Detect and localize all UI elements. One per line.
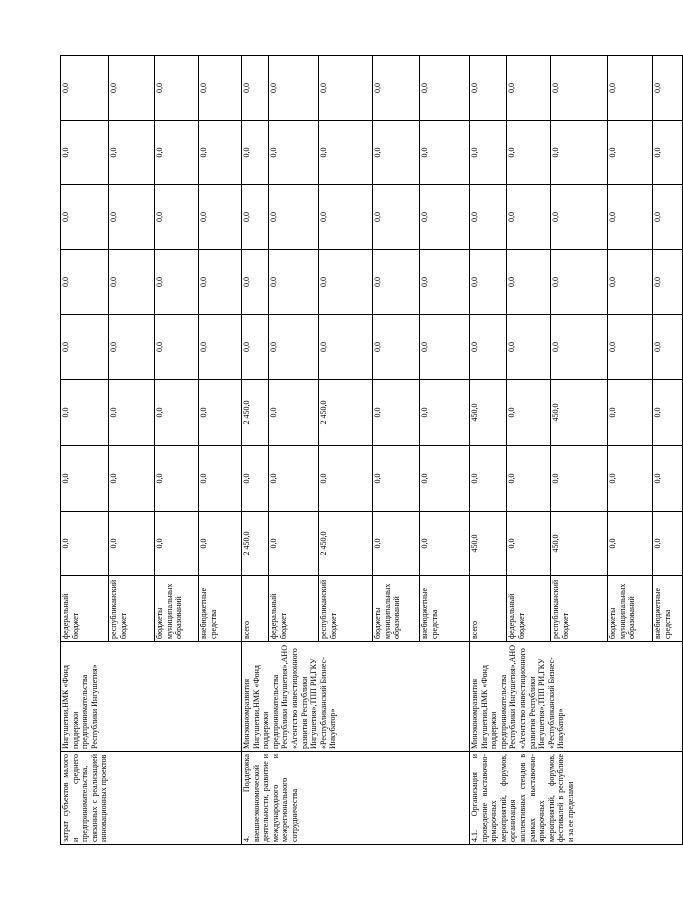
amount-cell: 0,0 (653, 121, 683, 185)
funding-source-cell: внебюджетные средства (653, 576, 683, 642)
funding-source-cell: республиканский бюджет (551, 576, 608, 642)
funding-source-cell: бюджеты муниципальных образований (373, 576, 420, 642)
amount-cell: 0,0 (199, 446, 242, 512)
amount-cell: 0,0 (420, 121, 470, 185)
amount-cell: 0,0 (420, 446, 470, 512)
amount-cell: 0,0 (269, 446, 319, 512)
funding-source-cell: федеральный бюджет (507, 576, 551, 642)
amount-cell: 0,0 (373, 380, 420, 446)
funding-source-cell: федеральный бюджет (269, 576, 319, 642)
amount-cell: 0,0 (155, 512, 199, 576)
amount-cell: 0,0 (507, 185, 551, 250)
amount-cell: 0,0 (199, 121, 242, 185)
amount-cell: 450,0 (470, 380, 507, 446)
amount-cell: 0,0 (653, 250, 683, 315)
funding-source-cell: внебюджетные средства (420, 576, 470, 642)
amount-cell: 0,0 (242, 315, 269, 380)
amount-cell: 0,0 (653, 512, 683, 576)
amount-cell: 2 450,0 (242, 512, 269, 576)
table-row (470, 56, 507, 845)
amount-cell: 0,0 (373, 250, 420, 315)
activity-name-cell: затрат субъектов малого и среднего предпринимательства, связанных с реализацией инновационных проектов (61, 752, 242, 845)
amount-cell: 0,0 (155, 380, 199, 446)
table-row (242, 56, 269, 845)
amount-cell: 0,0 (608, 185, 653, 250)
amount-cell: 0,0 (420, 380, 470, 446)
amount-cell: 0,0 (653, 315, 683, 380)
amount-cell: 0,0 (269, 121, 319, 185)
amount-cell: 0,0 (109, 185, 155, 250)
amount-cell: 0,0 (653, 56, 683, 121)
amount-cell: 0,0 (242, 121, 269, 185)
amount-cell: 0,0 (653, 185, 683, 250)
amount-cell: 0,0 (373, 56, 420, 121)
amount-cell: 0,0 (608, 250, 653, 315)
amount-cell: 0,0 (470, 56, 507, 121)
amount-cell: 0,0 (242, 185, 269, 250)
amount-cell: 0,0 (199, 185, 242, 250)
table-row (61, 56, 109, 845)
amount-cell: 450,0 (470, 512, 507, 576)
amount-cell: 0,0 (109, 56, 155, 121)
amount-cell: 0,0 (470, 315, 507, 380)
amount-cell: 0,0 (507, 56, 551, 121)
amount-cell: 0,0 (608, 315, 653, 380)
amount-cell: 0,0 (420, 315, 470, 380)
funding-source-cell: всего (470, 576, 507, 642)
amount-cell: 0,0 (470, 250, 507, 315)
amount-cell: 0,0 (373, 121, 420, 185)
amount-cell: 0,0 (319, 121, 373, 185)
amount-cell: 0,0 (109, 250, 155, 315)
funding-source-cell: внебюджетные средства (199, 576, 242, 642)
amount-cell: 0,0 (242, 250, 269, 315)
amount-cell: 0,0 (242, 56, 269, 121)
amount-cell: 0,0 (551, 250, 608, 315)
amount-cell: 0,0 (199, 250, 242, 315)
amount-cell: 2 450,0 (319, 512, 373, 576)
amount-cell: 0,0 (551, 56, 608, 121)
amount-cell: 0,0 (61, 446, 109, 512)
amount-cell: 0,0 (608, 380, 653, 446)
amount-cell: 0,0 (420, 512, 470, 576)
amount-cell: 0,0 (420, 56, 470, 121)
amount-cell: 0,0 (61, 185, 109, 250)
amount-cell: 0,0 (61, 512, 109, 576)
funding-source-cell: федеральный бюджет (61, 576, 109, 642)
amount-cell: 0,0 (470, 446, 507, 512)
amount-cell: 0,0 (269, 185, 319, 250)
amount-cell: 0,0 (61, 121, 109, 185)
amount-cell: 0,0 (507, 512, 551, 576)
amount-cell: 0,0 (199, 512, 242, 576)
amount-cell: 0,0 (551, 121, 608, 185)
budget-table (60, 55, 683, 845)
amount-cell: 0,0 (61, 56, 109, 121)
funding-source-cell: республиканский бюджет (319, 576, 373, 642)
amount-cell: 0,0 (420, 185, 470, 250)
amount-cell: 0,0 (470, 121, 507, 185)
funding-source-cell: республиканский бюджет (109, 576, 155, 642)
amount-cell: 0,0 (551, 185, 608, 250)
amount-cell: 0,0 (109, 315, 155, 380)
amount-cell: 0,0 (653, 380, 683, 446)
executor-cell: Минэкономразвития Ингушетии,НМК «Фонд поддержки предпринимательства Республики Ингушетия»,АНО «Агентство инвестиционного развития Республики Ингушетия»,ТПП РИ,ГКУ «Республиканский Бизнес-Инкубатор» (470, 642, 683, 752)
amount-cell: 0,0 (155, 121, 199, 185)
amount-cell: 2 450,0 (319, 380, 373, 446)
amount-cell: 0,0 (155, 446, 199, 512)
amount-cell: 0,0 (319, 250, 373, 315)
amount-cell: 0,0 (507, 446, 551, 512)
funding-source-cell: всего (242, 576, 269, 642)
amount-cell: 0,0 (199, 56, 242, 121)
amount-cell: 0,0 (109, 380, 155, 446)
amount-cell: 0,0 (269, 380, 319, 446)
amount-cell: 0,0 (319, 185, 373, 250)
amount-cell: 0,0 (373, 185, 420, 250)
amount-cell: 0,0 (507, 380, 551, 446)
amount-cell: 0,0 (507, 250, 551, 315)
amount-cell: 0,0 (199, 380, 242, 446)
amount-cell: 0,0 (608, 512, 653, 576)
amount-cell: 0,0 (373, 446, 420, 512)
amount-cell: 0,0 (155, 315, 199, 380)
amount-cell: 0,0 (109, 446, 155, 512)
amount-cell: 0,0 (155, 56, 199, 121)
amount-cell: 0,0 (319, 56, 373, 121)
activity-name-cell: 4. Поддержка внешнеэкономической деятельности, развитие и международного и межрегионального сотрудничества (242, 752, 470, 845)
amount-cell: 0,0 (242, 446, 269, 512)
amount-cell: 0,0 (470, 185, 507, 250)
amount-cell: 0,0 (155, 250, 199, 315)
amount-cell: 0,0 (507, 315, 551, 380)
amount-cell: 0,0 (373, 315, 420, 380)
amount-cell: 0,0 (608, 121, 653, 185)
amount-cell: 0,0 (269, 250, 319, 315)
amount-cell: 0,0 (420, 250, 470, 315)
amount-cell: 0,0 (269, 315, 319, 380)
amount-cell: 0,0 (269, 56, 319, 121)
amount-cell: 2 450,0 (242, 380, 269, 446)
amount-cell: 0,0 (109, 121, 155, 185)
amount-cell: 0,0 (269, 512, 319, 576)
amount-cell: 0,0 (109, 512, 155, 576)
amount-cell: 0,0 (319, 315, 373, 380)
amount-cell: 0,0 (61, 380, 109, 446)
funding-source-cell: бюджеты муниципальных образований (608, 576, 653, 642)
amount-cell: 0,0 (551, 446, 608, 512)
amount-cell: 450,0 (551, 380, 608, 446)
amount-cell: 0,0 (155, 185, 199, 250)
amount-cell: 0,0 (373, 512, 420, 576)
activity-name-cell: 4.1. Организация и проведение выставочно-ярмарочных мероприятий, форумов, организация коллективных стендов в рамках выставочно-ярмарочных мероприятий, форумов, фестивалей в республике и за ее пределами (470, 752, 683, 845)
funding-source-cell: бюджеты муниципальных образований (155, 576, 199, 642)
executor-cell: Ингушетии,НМК «Фонд поддержки предпринимательства Республики Ингушетия» (61, 642, 242, 752)
amount-cell: 0,0 (199, 315, 242, 380)
executor-cell: Минэкономразвития Ингушетии,НМК «Фонд поддержки предпринимательства Республики Ингушетия»,АНО «Агентство инвестиционного развития Республики Ингушетия»,ТПП РИ,ГКУ «Республиканский Бизнес-Инкубатор» (242, 642, 470, 752)
amount-cell: 0,0 (608, 56, 653, 121)
amount-cell: 0,0 (61, 250, 109, 315)
amount-cell: 0,0 (608, 446, 653, 512)
amount-cell: 0,0 (653, 446, 683, 512)
amount-cell: 0,0 (61, 315, 109, 380)
amount-cell: 450,0 (551, 512, 608, 576)
amount-cell: 0,0 (507, 121, 551, 185)
amount-cell: 0,0 (551, 315, 608, 380)
amount-cell: 0,0 (319, 446, 373, 512)
